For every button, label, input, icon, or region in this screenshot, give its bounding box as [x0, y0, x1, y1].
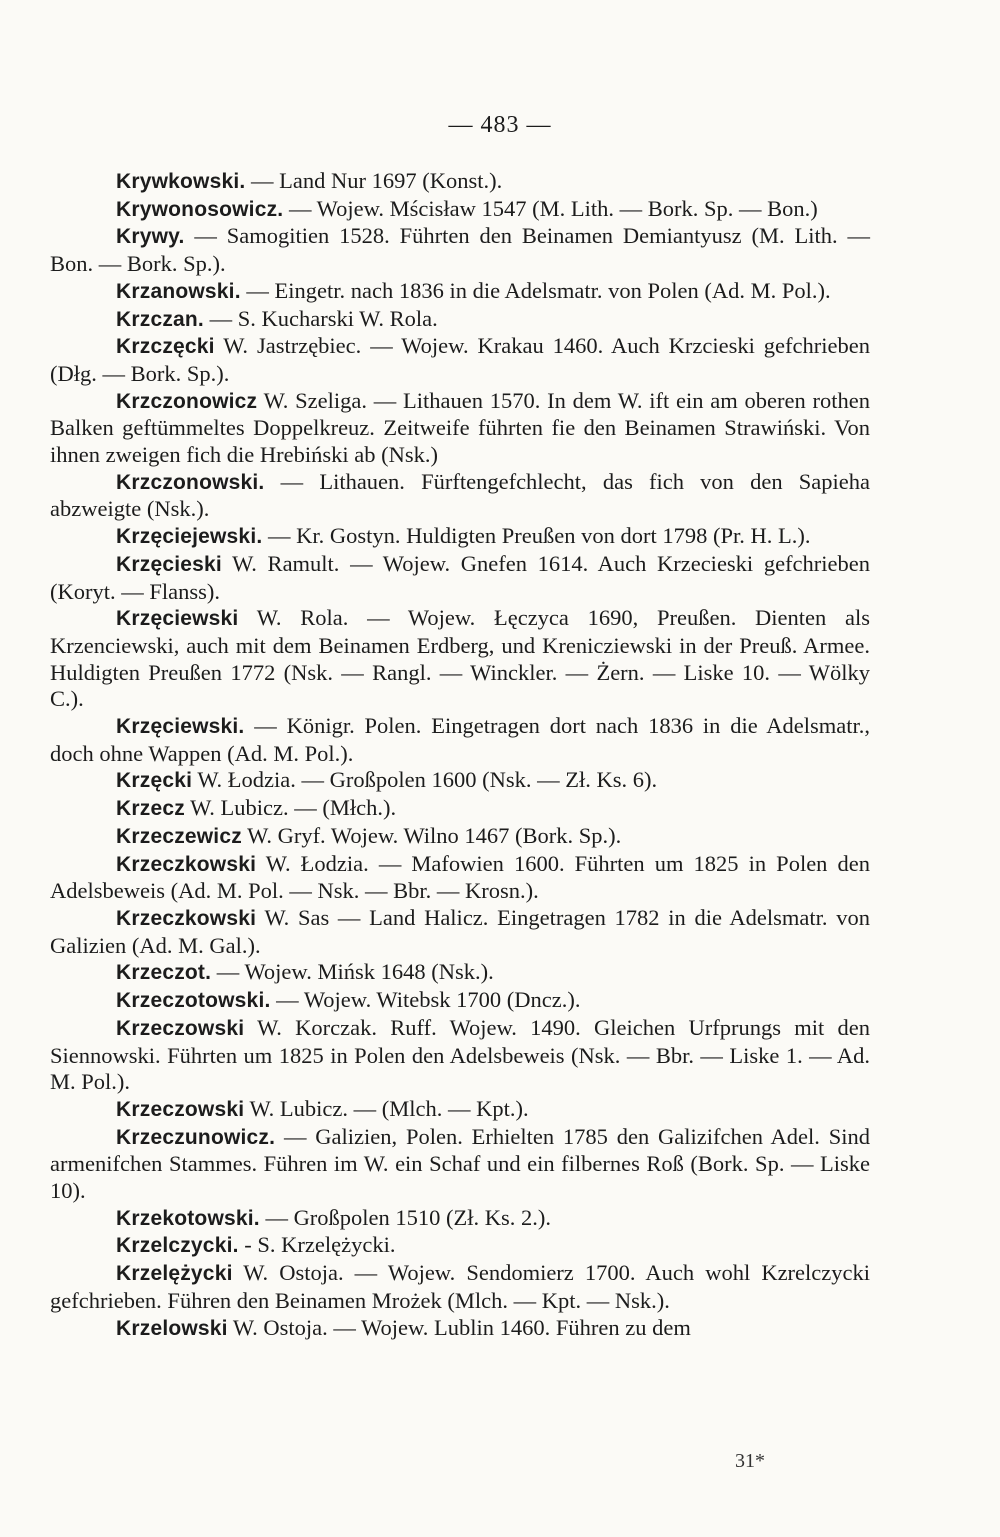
- entry-name: Krywonosowicz.: [116, 197, 284, 221]
- entry-text: — Lithauen. Fürftengefchlecht, das fich von den Sapieha abzweigte (Nsk.).: [50, 468, 870, 522]
- entry: [50, 1232, 870, 1260]
- entry-name: Krzczan.: [116, 307, 204, 331]
- entry-name: Krzczonowicz: [116, 389, 258, 413]
- entry-name: Krzczęcki: [116, 335, 215, 359]
- entry-name: Krywkowski.: [116, 170, 246, 193]
- entry: [50, 1205, 870, 1233]
- entry: [50, 767, 870, 795]
- entry-name: Krzeczowski: [116, 1016, 245, 1040]
- entry-name: Krzczonowski.: [116, 470, 265, 494]
- entry-text: W. Gryf. Wojew. Wilno 1467 (Bork. Sp.).: [241, 822, 622, 848]
- entry-text: - S. Krzelężycki.: [238, 1232, 396, 1258]
- entry-text: W. Jastrzębiec. — Wojew. Krakau 1460. Auch Krzcieski gefchrieben (Dłg. — Bork. Sp.).: [50, 333, 870, 386]
- entry-name: Krzęcki: [116, 769, 193, 793]
- entry: [50, 1096, 870, 1124]
- entry-text: — Samogitien 1528. Führten den Beinamen Demiantyusz (M. Lith. — Bon. — Bork. Sp.).: [50, 223, 870, 277]
- entry: [50, 851, 870, 905]
- entry-name: Krzelowski: [116, 1316, 228, 1340]
- entry-text: W. Lubicz. — (Młch.).: [184, 795, 397, 821]
- entry-name: Krzecz: [116, 797, 185, 821]
- entry-text: — Wojew. Mińsk 1648 (Nsk.).: [211, 959, 494, 985]
- entry: [50, 1015, 870, 1096]
- entry: [50, 795, 870, 823]
- entry: [50, 388, 870, 469]
- printer-signature: 31*: [735, 1450, 765, 1472]
- entry-text: — Wojew. Witebsk 1700 (Dncz.).: [270, 987, 581, 1013]
- entry-name: Krzeczunowicz.: [116, 1125, 276, 1149]
- entry-text: W. Rola. — Wojew. Łęczyca 1690, Preußen. Dienten als Krzenciewski, auch mit dem Beinamen Erdberg, und Krenicziewski in der Preuß. Armee. Huldigten Preußen 1772 (Nsk. — Rangl. — Winckler. — Żern. — Liske 10. — Wölky C.).: [50, 605, 870, 712]
- entry-name: Krywy.: [116, 225, 185, 249]
- entry: [50, 1124, 870, 1205]
- entry: [50, 223, 870, 277]
- entry-name: Krzęciejewski.: [116, 525, 263, 549]
- entry: [50, 1260, 870, 1314]
- entry-name: Krzekotowski.: [116, 1206, 260, 1230]
- entry-text: W. Ostoja. — Wojew. Sendomierz 1700. Auch wohl Kzrelczycki gefchrieben. Führen den Beinamen Mrożek (Mlch. — Kpt. — Nsk.).: [50, 1260, 870, 1313]
- entry-text: W. Lubicz. — (Mlch. — Kpt.).: [244, 1095, 529, 1121]
- entry: [50, 551, 870, 605]
- entry: [50, 905, 870, 959]
- entry-text: W. Ramult. — Wojew. Gnefen 1614. Auch Krzecieski gefchrieben (Koryt. — Flanss).: [50, 550, 870, 604]
- entry: [50, 469, 870, 523]
- entry: [50, 196, 870, 224]
- entry-text: — Königr. Polen. Eingetragen dort nach 1836 in die Adelsmatr., doch ohne Wappen (Ad. M. Pol.).: [50, 713, 870, 766]
- entry-list: [50, 168, 870, 1342]
- entry-name: Krzęcieski: [116, 552, 222, 576]
- entry-name: Krzeczotowski.: [116, 989, 271, 1013]
- entry-name: Krzeczkowski: [116, 852, 257, 876]
- entry: [50, 959, 870, 987]
- page-number: — 483 —: [448, 112, 552, 138]
- entry-text: — Wojew. Mścisław 1547 (M. Lith. — Bork. Sp. — Bon.): [283, 195, 818, 221]
- entry: [50, 605, 870, 713]
- entry-name: Krzelczycki.: [116, 1234, 239, 1258]
- entry-name: Krzelężycki: [116, 1262, 233, 1286]
- entry-text: W. Szeliga. — Lithauen 1570. In dem W. ift ein am oberen rothen Balken geftümmeltes Doppelkreuz. Zeitweife führten fie den Beinamen Strawiński. Von ihnen zweigen fich die Hrebiński ab (Nsk.): [50, 387, 870, 468]
- entry: [50, 278, 870, 306]
- entry-name: Krzeczewicz: [116, 824, 242, 848]
- entry-text: — Galizien, Polen. Erhielten 1785 den Galizifchen Adel. Sind armenifchen Stammes. Führen im W. ein Schaf und ein filbernes Roß (Bork. Sp. — Liske 10).: [50, 1123, 870, 1204]
- entry: [50, 523, 870, 551]
- entry-name: Krzeczot.: [116, 961, 212, 985]
- entry: [50, 1315, 870, 1343]
- entry-text: W. Łodzia. — Großpolen 1600 (Nsk. — Zł. Ks. 6).: [192, 767, 658, 793]
- entry-text: — Land Nur 1697 (Konst.).: [245, 168, 503, 193]
- entry: [50, 823, 870, 851]
- entry-name: Krzeczowski: [116, 1097, 245, 1121]
- entry-text: — Kr. Gostyn. Huldigten Preußen von dort 1798 (Pr. H. L.).: [262, 523, 811, 549]
- entry-text: W. Sas — Land Halicz. Eingetragen 1782 in die Adelsmatr. von Galizien (Ad. M. Gal.).: [50, 904, 870, 958]
- entry: [50, 168, 870, 196]
- entry: [50, 987, 870, 1015]
- entry-name: Krzęciewski: [116, 607, 239, 631]
- entry-text: — Eingetr. nach 1836 in die Adelsmatr. von Polen (Ad. M. Pol.).: [240, 277, 831, 303]
- entry-name: Krzęciewski.: [116, 715, 245, 739]
- entry: [50, 713, 870, 767]
- entry-text: W. Ostoja. — Wojew. Lublin 1460. Führen zu dem: [227, 1314, 691, 1340]
- entry-text: W. Łodzia. — Mafowien 1600. Führten um 1825 in Polen den Adelsbeweis (Ad. M. Pol. — Nsk. — Bbr. — Krosn.).: [50, 850, 870, 904]
- entry: [50, 306, 870, 334]
- entry-text: — S. Kucharski W. Rola.: [203, 305, 438, 331]
- entry-name: Krzeczkowski: [116, 906, 257, 930]
- entry-name: Krzanowski.: [116, 279, 241, 303]
- entry: [50, 333, 870, 387]
- entry-text: — Großpolen 1510 (Zł. Ks. 2.).: [259, 1204, 552, 1230]
- entry-text: W. Korczak. Ruff. Wojew. 1490. Gleichen Urfprungs mit den Siennowski. Führten um 1825 in Polen den Adelsbeweis (Nsk. — Bbr. — Liske 1. — Ad. M. Pol.).: [50, 1014, 870, 1095]
